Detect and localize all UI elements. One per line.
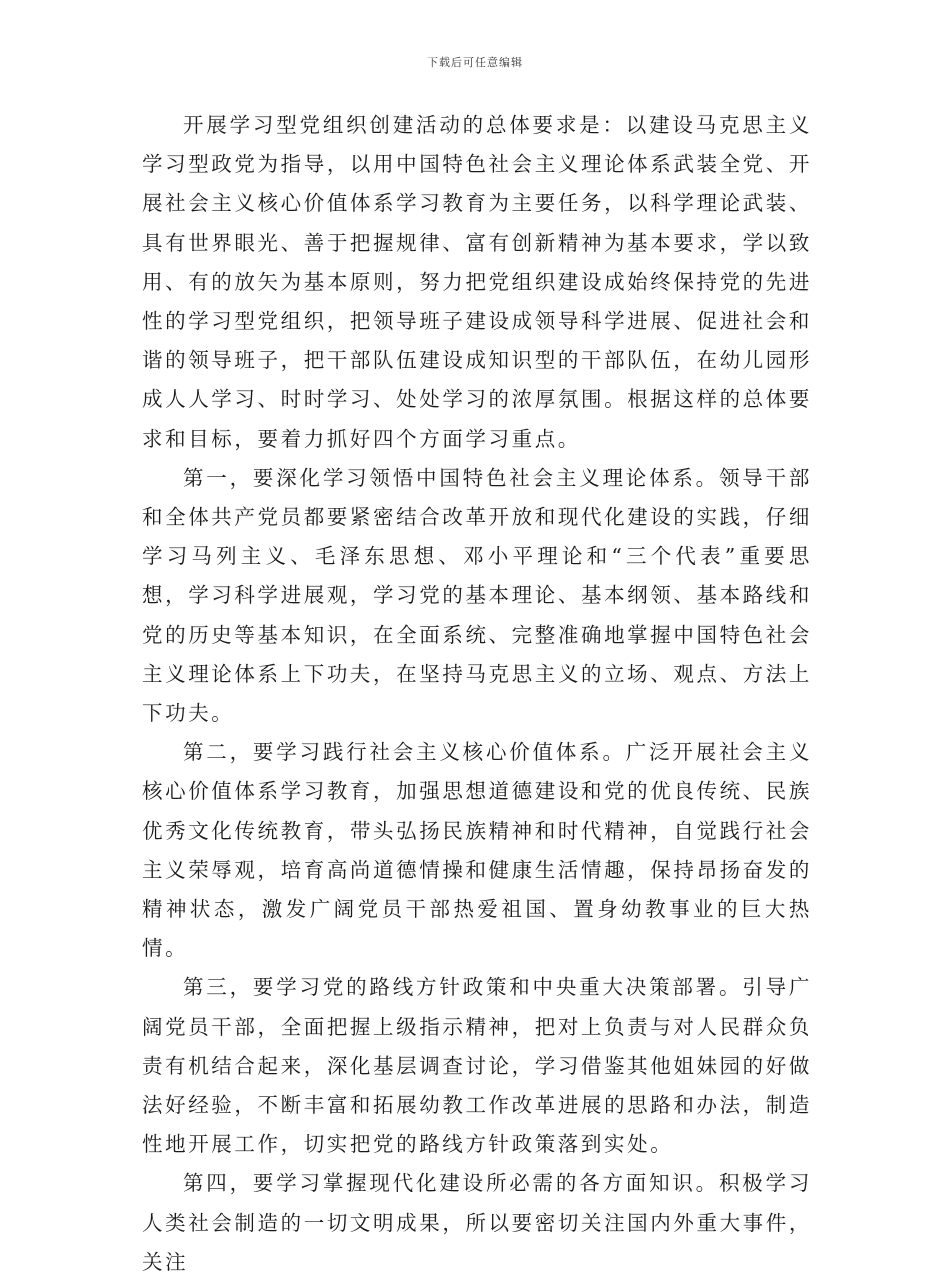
paragraph-general-requirements: 开展学习型党组织创建活动的总体要求是：以建设马克思主义学习型政党为指导，以用中国特色社会主义理论体系武装全党、开展社会主义核心价值体系学习教育为主要任务，以科学理论武装、具有世界眼光、善于把握规律、富有创新精神为基本要求，学以致用、有的放矢为基本原则，努力把党组织建设成始终保持党的先进性的学习型党组织，把领导班子建设成领导科学进展、促进社会和谐的领导班子，把干部队伍建设成知识型的干部队伍，在幼儿园形成人人学习、时时学习、处处学习的浓厚氛围。根据这样的总体要求和目标，要着力抓好四个方面学习重点。 xyxy=(142,113,812,451)
paragraph-first-point: 第一，要深化学习领悟中国特色社会主义理论体系。领导干部和全体共产党员都要紧密结合改革开放和现代化建设的实践，仔细学习马列主义、毛泽东思想、邓小平理论和“三个代表”重要思想，学习科学进展观，学习党的基本理论、基本纲领、基本路线和党的历史等基本知识，在全面系统、完整准确地掌握中国特色社会主义理论体系上下功夫，在坚持马克思主义的立场、观点、方法上下功夫。 xyxy=(142,465,812,726)
page-header: 下载后可任意编辑 xyxy=(427,56,523,69)
document-body xyxy=(142,106,812,1282)
paragraph-third-point: 第三，要学习党的路线方针政策和中央重大决策部署。引导广阔党员干部，全面把握上级指示精神，把对上负责与对人民群众负责有机结合起来，深化基层调查讨论，学习借鉴其他姐妹园的好做法好经验，不断丰富和拓展幼教工作改革进展的思路和办法，制造性地开展工作，切实把党的路线方针政策落到实处。 xyxy=(142,975,812,1157)
paragraph-second-point: 第二，要学习践行社会主义核心价值体系。广泛开展社会主义核心价值体系学习教育，加强思想道德建设和党的优良传统、民族优秀文化传统教育，带头弘扬民族精神和时代精神，自觉践行社会主义荣辱观，培育高尚道德情操和健康生活情趣，保持昂扬奋发的精神状态，激发广阔党员干部热爱祖国、置身幼教事业的巨大热情。 xyxy=(142,740,812,961)
paragraph-fourth-point: 第四，要学习掌握现代化建设所必需的各方面知识。积极学习人类社会制造的一切文明成果，所以要密切关注国内外重大事件，关注 xyxy=(142,1171,812,1274)
